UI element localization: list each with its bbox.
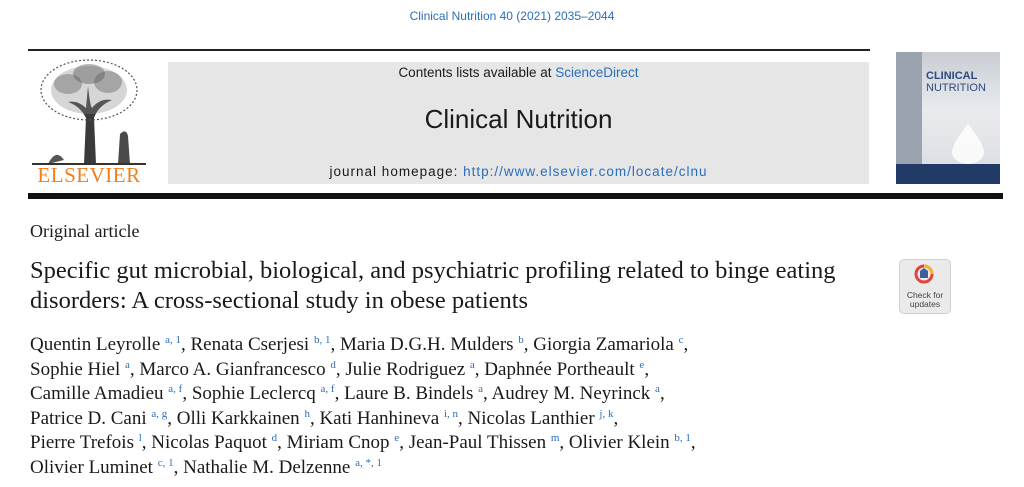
homepage-prefix: journal homepage: bbox=[329, 164, 464, 179]
author-name[interactable]: Marco A. Gianfrancesco bbox=[139, 358, 326, 380]
author-row: Patrice D. Cani $^{a, g}$, Olli Karkkainen $^h$, Kati Hanhineva $^{i, n}$, Nicolas Lanthier $^{j, k}$, bbox=[30, 407, 619, 429]
contents-line bbox=[168, 65, 869, 80]
author-row: Quentin Leyrolle $^{a, 1}$, Renata Cserjesi $^{b, 1}$, Maria D.G.H. Mulders $^b$, Giorgia Zamariola $^c$, bbox=[30, 334, 689, 355]
cover-title-line1: CLINICAL bbox=[926, 70, 978, 82]
author-affiliation[interactable]: b, 1 bbox=[674, 432, 691, 445]
article-title: Specific gut microbial, biological, and psychiatric profiling related to binge eating disorders: A cross-sectional study in obese patients bbox=[30, 257, 836, 314]
check-for-updates-button[interactable] bbox=[899, 259, 951, 314]
check-updates-label bbox=[900, 291, 950, 309]
author-affiliation[interactable]: h bbox=[304, 407, 310, 420]
author-name[interactable]: Camille Amadieu bbox=[30, 383, 164, 405]
author-affiliation[interactable]: a, f bbox=[168, 383, 183, 396]
elsevier-tree-icon bbox=[28, 56, 150, 166]
author-affiliation[interactable]: e bbox=[394, 432, 400, 445]
journal-banner bbox=[168, 62, 869, 184]
author-affiliation[interactable]: a bbox=[478, 383, 484, 396]
author-list bbox=[30, 333, 910, 481]
journal-homepage bbox=[168, 164, 869, 179]
check-updates-line1: Check for bbox=[906, 290, 944, 300]
author-affiliation[interactable]: a, 1 bbox=[165, 334, 181, 346]
author-row: Pierre Trefois $^l$, Nicolas Paquot $^d$, Miriam Cnop $^e$, Jean-Paul Thissen $^m$, Olivier Klein $^{b, 1}$, bbox=[30, 432, 696, 454]
author-affiliation[interactable]: a bbox=[469, 358, 475, 371]
elsevier-logo[interactable] bbox=[28, 56, 150, 188]
author-name[interactable]: Audrey M. Neyrinck bbox=[491, 383, 651, 405]
author-affiliation[interactable]: j, k bbox=[599, 407, 614, 420]
author-name[interactable]: Olli Karkkainen bbox=[176, 407, 300, 429]
author-affiliation[interactable]: m bbox=[550, 432, 560, 445]
author-name[interactable]: Giorgia Zamariola bbox=[533, 334, 674, 355]
author-affiliation[interactable]: a, f bbox=[320, 383, 335, 396]
author-name[interactable]: Maria D.G.H. Mulders bbox=[339, 334, 514, 355]
publisher-logo-text: ELSEVIER bbox=[37, 163, 141, 187]
article-type: Original article bbox=[30, 221, 140, 241]
author-row: Olivier Luminet $^{c, 1}$, Nathalie M. Delzenne $^{a, *, 1}$ bbox=[30, 456, 382, 478]
author-name[interactable]: Renata Cserjesi bbox=[190, 334, 310, 355]
author-name[interactable]: Olivier Klein bbox=[568, 432, 670, 454]
check-updates-icon bbox=[914, 264, 934, 284]
author-name[interactable]: Jean-Paul Thissen bbox=[408, 432, 547, 454]
author-affiliation[interactable]: b bbox=[518, 334, 524, 346]
check-updates-line2: updates bbox=[909, 299, 941, 309]
author-affiliation[interactable]: d bbox=[330, 358, 336, 371]
author-name[interactable]: Pierre Trefois bbox=[30, 432, 134, 454]
cover-footer bbox=[896, 164, 1000, 184]
author-name[interactable]: Quentin Leyrolle bbox=[30, 334, 161, 355]
author-name[interactable]: Kati Hanhineva bbox=[319, 407, 440, 429]
author-name[interactable]: Sophie Hiel bbox=[30, 358, 121, 380]
author-affiliation[interactable]: c bbox=[678, 334, 684, 346]
header-divider bbox=[28, 49, 870, 51]
author-affiliation[interactable]: a bbox=[125, 358, 130, 371]
homepage-link[interactable]: http://www.elsevier.com/locate/clnu bbox=[463, 164, 708, 179]
author-affiliation[interactable]: c, 1 bbox=[157, 456, 174, 469]
author-row: Sophie Hiel $^a$, Marco A. Gianfrancesco $^d$, Julie Rodriguez $^a$, Daphnée Portheault $^e$, bbox=[30, 358, 650, 380]
author-name[interactable]: Sophie Leclercq bbox=[191, 383, 316, 405]
journal-citation[interactable]: Clinical Nutrition 40 (2021) 2035–2044 bbox=[409, 9, 615, 23]
journal-cover[interactable] bbox=[896, 52, 1000, 184]
author-affiliation[interactable]: d bbox=[271, 432, 278, 445]
author-name[interactable]: Nicolas Paquot bbox=[151, 432, 267, 454]
author-name[interactable]: Nathalie M. Delzenne bbox=[183, 456, 351, 478]
cover-title-line2: NUTRITION bbox=[926, 82, 986, 94]
author-affiliation[interactable]: l bbox=[138, 432, 142, 445]
author-affiliation[interactable]: i, n bbox=[443, 407, 459, 420]
banner-divider bbox=[28, 193, 1003, 199]
author-affiliation[interactable]: b, 1 bbox=[313, 334, 331, 346]
contents-prefix: Contents lists available at bbox=[398, 65, 556, 80]
author-name[interactable]: Daphnée Portheault bbox=[484, 358, 635, 380]
author-name[interactable]: Patrice D. Cani bbox=[30, 407, 147, 429]
author-name[interactable]: Miriam Cnop bbox=[286, 432, 390, 454]
cover-drop-icon bbox=[948, 122, 988, 166]
author-affiliation[interactable]: a, g bbox=[151, 407, 168, 420]
author-name[interactable]: Laure B. Bindels bbox=[344, 383, 474, 405]
author-affiliation[interactable]: a bbox=[655, 383, 660, 396]
author-affiliation[interactable]: e bbox=[639, 358, 645, 371]
author-row: Camille Amadieu $^{a, f}$, Sophie Leclercq $^{a, f}$, Laure B. Bindels $^a$, Audrey M. Neyrinck $^a$, bbox=[30, 383, 665, 405]
author-affiliation[interactable]: a, *, 1 bbox=[355, 456, 382, 469]
author-name[interactable]: Nicolas Lanthier bbox=[467, 407, 595, 429]
author-name[interactable]: Julie Rodriguez bbox=[345, 358, 466, 380]
sciencedirect-link[interactable]: ScienceDirect bbox=[555, 65, 639, 80]
author-name[interactable]: Olivier Luminet bbox=[30, 456, 153, 478]
journal-title[interactable]: Clinical Nutrition bbox=[424, 104, 613, 134]
